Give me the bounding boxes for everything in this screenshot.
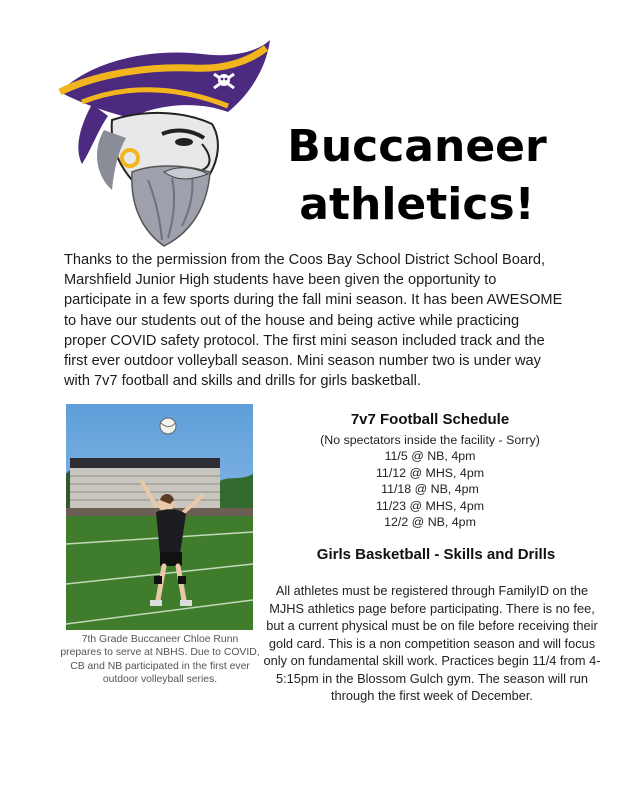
football-game: 12/2 @ NB, 4pm [384, 515, 476, 530]
football-game: 11/23 @ MHS, 4pm [375, 498, 485, 513]
football-game: 11/12 @ MHS, 4pm [375, 465, 485, 480]
photo-caption: 7th Grade Buccaneer Chloe Runn prepares to serve at NBHS. Due to COVID, CB and NB participated in the first ever outdoor volleyball series. [60, 634, 260, 686]
basketball-text: All athletes must be registered through FamilyID on the MJHS athletics page before participating. There is no fee, but a current physical must be on file before receiving their gold card. This is a non competition season and will focus only on fundamental skill work. Practices begin 11/4 from 4-5:15pm in the Blossom Gulch gym. The season will run through the first week of December. [263, 583, 601, 703]
football-game: 11/5 @ NB, 4pm [384, 449, 476, 464]
title-line-2: athletics! [299, 179, 535, 230]
football-schedule-title: 7v7 Football Schedule [350, 411, 510, 428]
intro-paragraph: Thanks to the permission from the Coos Bay School District School Board, Marshfield Junior High students have been given the opportunity to participate in a few sports during the fall mini season. It has been AWESOME to have our students out of the house and being active while practicing proper COVID safety protocol. The first mini season included track and the first ever outdoor volleyball season. Mini season number two is under way with 7v7 football and skills and drills for girls basketball. [64, 252, 563, 390]
football-game: 11/18 @ NB, 4pm [381, 482, 479, 497]
title-line-1: Buccaneer [287, 121, 547, 172]
football-schedule-note: (No spectators inside the facility - Sorry) [320, 433, 540, 447]
football-schedule [300, 410, 560, 530]
buccaneer-logo [52, 40, 274, 250]
volleyball-photo [66, 404, 253, 630]
basketball-title: Girls Basketball - Skills and Drills [316, 546, 556, 563]
page-title [252, 118, 582, 234]
